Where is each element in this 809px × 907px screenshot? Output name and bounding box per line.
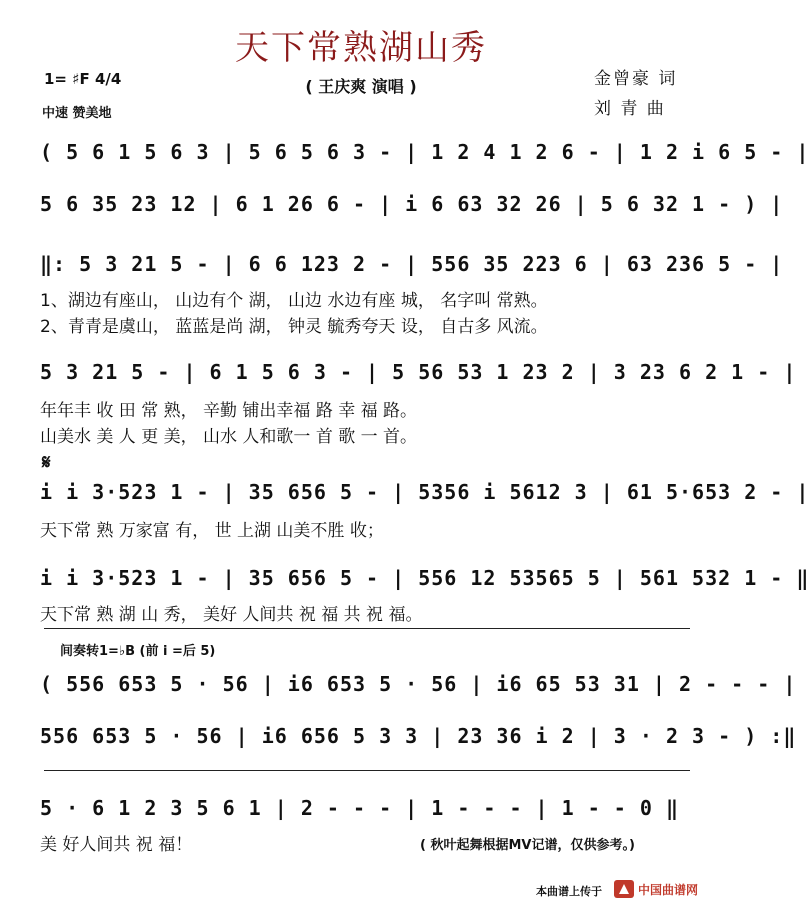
- lyricist-credit: 金曾豪 词: [594, 69, 678, 89]
- score-row: 5 · 6 1 2 3 5 6 1 | 2 - - - | 1 - - - | 1 - - 0 ‖: [40, 796, 680, 820]
- song-title: 天下常熟湖山秀: [235, 28, 487, 68]
- score-row: ( 556 653 5 · 56 | i6 653 5 · 56 | i6 65 53 31 | 2 - - - |: [40, 672, 797, 696]
- score-row: 5 6 35 23 12 | 6 1 26 6 - | i 6 63 32 26 | 5 6 32 1 - ) |: [40, 192, 784, 216]
- lyric-line: 年年丰 收 田 常 熟， 辛勤 铺出幸福 路 幸 福 路。: [40, 401, 418, 421]
- lyric-line: 天下常 熟 湖 山 秀， 美好 人间共 祝 福 共 祝 福。: [40, 605, 423, 625]
- composer-credit: 刘 青 曲: [594, 99, 666, 119]
- tempo-marking: 中速 赞美地: [42, 106, 112, 121]
- lyric-line: 2、青青是虞山， 蓝蓝是尚 湖， 钟灵 毓秀夸天 设， 自古多 风流。: [40, 317, 548, 337]
- score-row: ( 5 6 1 5 6 3 | 5 6 5 6 3 - | 1 2 4 1 2 6 - | 1 2 i 6 5 - |: [40, 140, 809, 164]
- score-row: 556 653 5 · 56 | i6 656 5 3 3 | 23 36 i 2 | 3 · 2 3 - ) :‖: [40, 724, 797, 748]
- lyric-line: 山美水 美 人 更 美， 山水 人和歌一 首 歌 一 首。: [40, 427, 418, 447]
- upload-note: 本曲谱上传于: [536, 885, 602, 898]
- lyric-line: 美 好人间共 祝 福！: [40, 835, 193, 855]
- key-signature: 1= ♯F 4/4: [44, 70, 122, 88]
- volta-bracket: [44, 770, 690, 771]
- score-row: 5 3 21 5 - | 6 1 5 6 3 - | 5 56 53 1 23 2 | 3 23 6 2 1 - |: [40, 360, 797, 384]
- score-row: i i 3·523 1 - | 35 656 5 - | 5356 i 5612 3 | 61 5·653 2 - |: [40, 480, 809, 504]
- lyric-line: 天下常 熟 万家富 有， 世 上湖 山美不胜 收；: [40, 521, 384, 541]
- lyric-line: 1、湖边有座山， 山边有个 湖， 山边 水边有座 城， 名字叫 常熟。: [40, 291, 548, 311]
- score-row: i i 3·523 1 - | 35 656 5 - | 556 12 53565 5 | 561 532 1 - ‖: [40, 566, 809, 590]
- volta-bracket: [44, 628, 690, 629]
- score-row: ‖: 5 3 21 5 - | 6 6 123 2 - | 556 35 223 6 | 63 236 5 - |: [40, 252, 784, 276]
- performer-subtitle: ( 王庆爽 演唱 ): [305, 77, 417, 96]
- interlude-label: 间奏转1=♭B (前 i =后 5): [60, 644, 216, 659]
- site-logo: [614, 878, 712, 900]
- svg-text:中国曲谱网: 中国曲谱网: [638, 883, 699, 897]
- transcription-note: ( 秋叶起舞根据MV记谱，仅供参考。): [420, 838, 635, 853]
- segno-sign: 𝄋: [42, 450, 51, 474]
